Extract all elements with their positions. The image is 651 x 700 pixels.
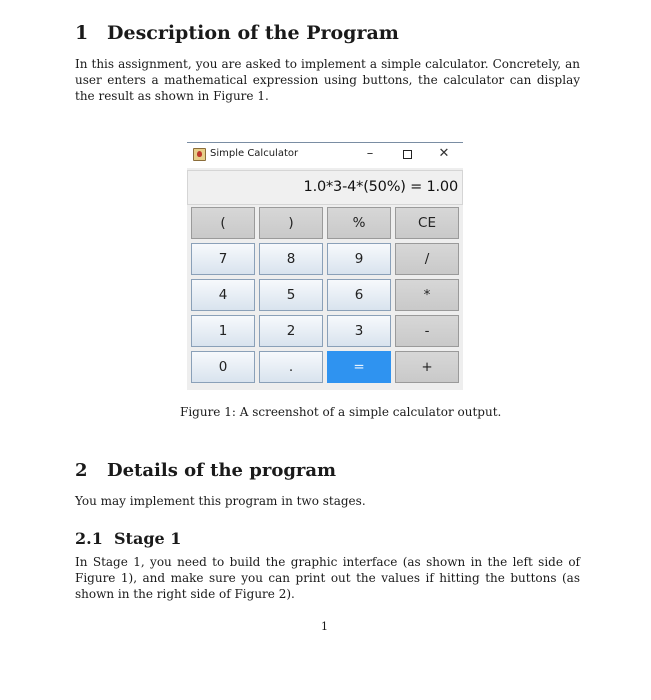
section-1-paragraph: In this assignment, you are asked to implement a simple calculator. Concretely, an user enters a mathematical expression using buttons, the calculator can display the result as shown in Figure 1. [75,57,580,103]
key-button[interactable]: ) [259,207,323,239]
close-button[interactable]: ✕ [438,146,450,161]
java-app-icon [193,148,206,161]
title-bar[interactable] [187,143,463,168]
key-button[interactable]: / [395,243,459,275]
key-button[interactable]: = [327,351,391,383]
key-button[interactable]: 4 [191,279,255,311]
calculator-window [187,142,463,390]
window-title: Simple Calculator [210,148,299,159]
minimize-button[interactable]: – [366,146,374,161]
key-button[interactable]: % [327,207,391,239]
section-number: 2.1 [75,529,103,548]
key-button[interactable]: 5 [259,279,323,311]
section-2-paragraph: You may implement this program in two stages. [75,494,366,508]
section-title: Description of the Program [107,22,399,44]
keypad [191,207,461,387]
key-button[interactable]: + [395,351,459,383]
key-button[interactable]: 6 [327,279,391,311]
key-button[interactable]: 1 [191,315,255,347]
key-button[interactable]: ( [191,207,255,239]
key-button[interactable]: 9 [327,243,391,275]
section-number: 2 [75,460,88,481]
section-1-heading [75,22,399,44]
section-2-heading [75,460,336,481]
key-button[interactable]: 3 [327,315,391,347]
display-text: 1.0*3-4*(50%) = 1.00 [303,179,458,195]
section-title: Details of the program [107,460,337,481]
subsection-2-1-heading [75,529,181,548]
section-title: Stage 1 [114,529,182,548]
calculator-display [187,170,463,205]
figure-caption: Figure 1: A screenshot of a simple calculator output. [180,405,502,419]
page-number: 1 [321,620,328,633]
key-button[interactable]: 8 [259,243,323,275]
section-number: 1 [75,22,89,44]
key-button[interactable]: . [259,351,323,383]
key-button[interactable]: - [395,315,459,347]
key-button[interactable]: * [395,279,459,311]
key-button[interactable]: 0 [191,351,255,383]
key-button[interactable]: 2 [259,315,323,347]
subsection-2-1-paragraph: In Stage 1, you need to build the graphic interface (as shown in the left side of Figure 1), and make sure you can print out the values if hitting the buttons (as shown in the right side of Figure 2). [75,555,580,601]
maximize-button[interactable] [400,147,414,161]
key-button[interactable]: 7 [191,243,255,275]
key-button[interactable]: CE [395,207,459,239]
